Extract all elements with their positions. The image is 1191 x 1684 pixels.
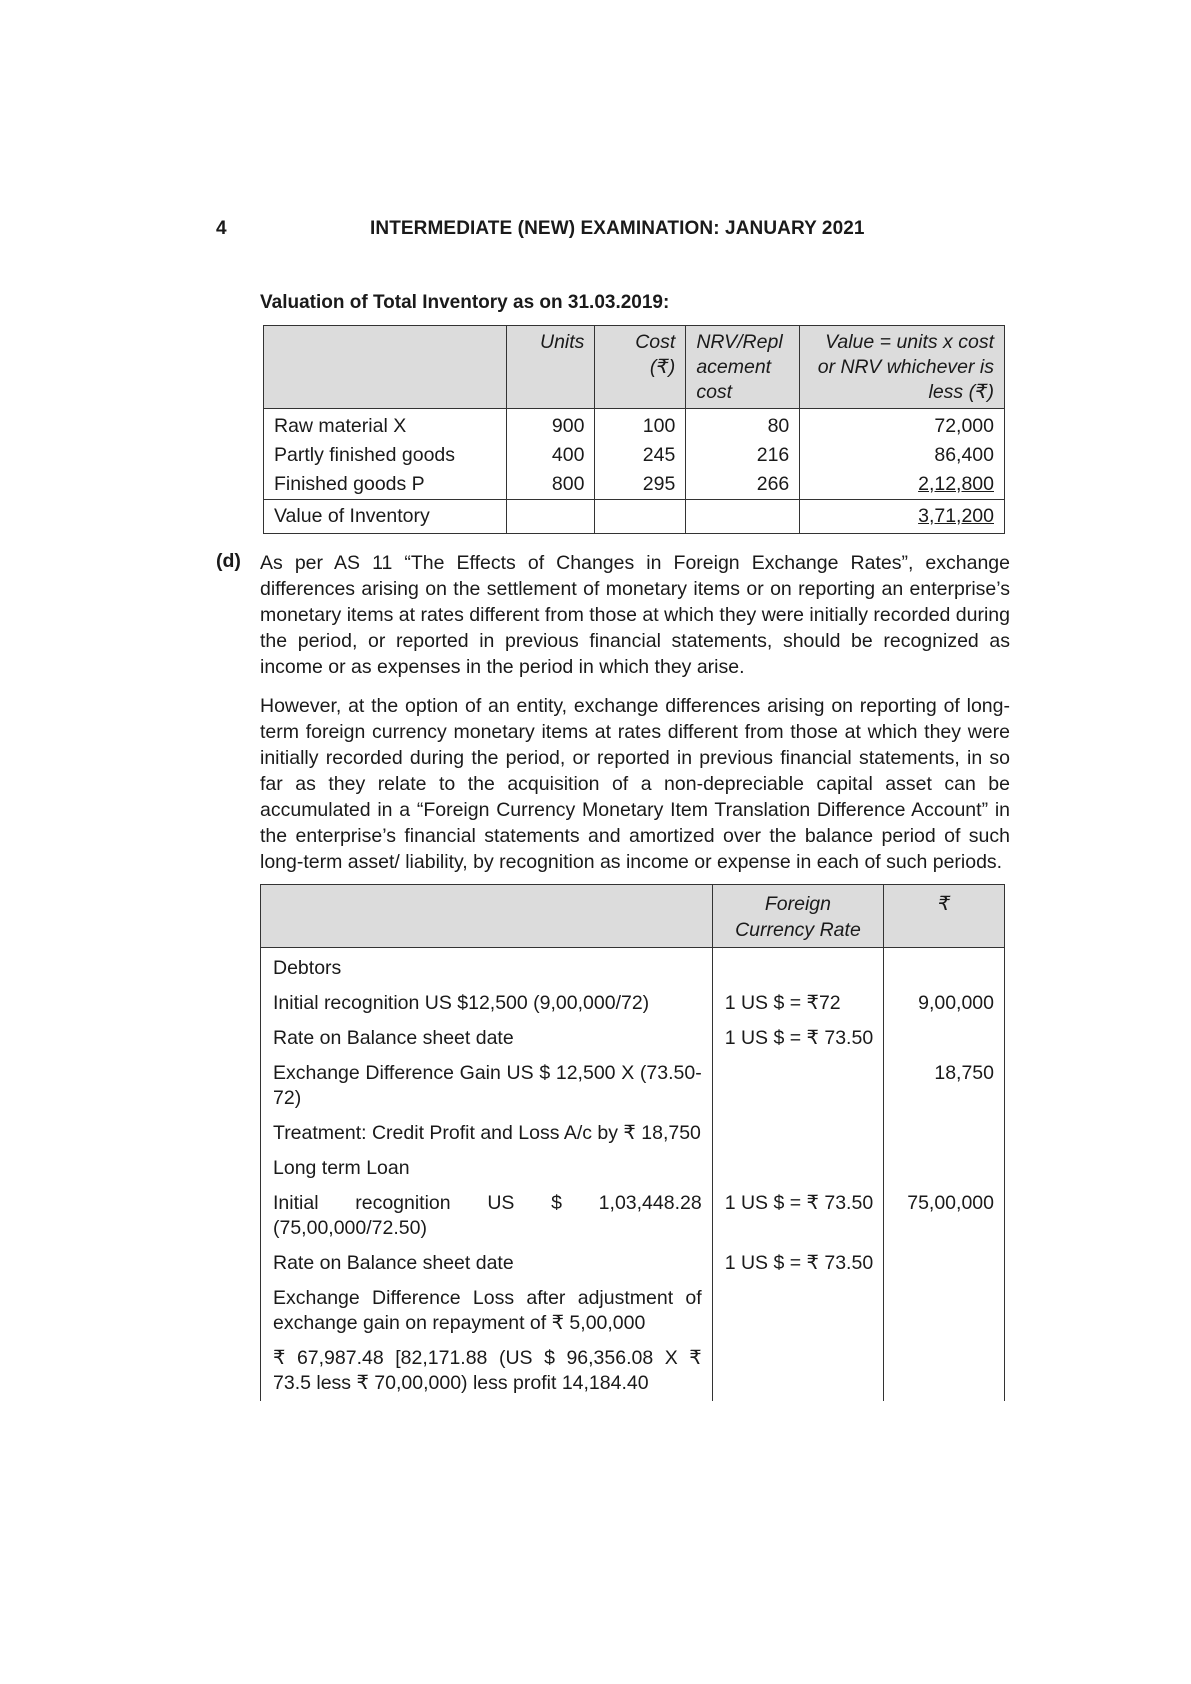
total-label: Value of Inventory — [264, 500, 507, 534]
fx-rate: 1 US $ = ₹72 — [712, 986, 883, 1021]
table-row — [261, 1021, 1005, 1056]
fx-desc: Initial recognition US $12,500 (9,00,000/72) — [261, 986, 713, 1021]
row-units: 400 — [506, 441, 595, 470]
row-nrv: 266 — [686, 470, 800, 500]
row-value: 86,400 — [800, 441, 1005, 470]
row-value: 72,000 — [800, 409, 1005, 442]
table-row — [261, 986, 1005, 1021]
fx-rate: 1 US $ = ₹ 73.50 — [712, 1186, 883, 1246]
header-value: Value = units x cost or NRV whichever is less (₹) — [800, 326, 1005, 409]
table-row — [261, 1056, 1005, 1116]
row-item: Finished goods P — [264, 470, 507, 500]
foreign-exchange-table — [260, 884, 1005, 1401]
row-value — [800, 470, 1005, 500]
table-row — [261, 1341, 1005, 1401]
page-number: 4 — [216, 218, 227, 239]
fx-desc: Debtors — [261, 948, 713, 987]
table-row — [261, 1151, 1005, 1186]
fx-desc: Rate on Balance sheet date — [261, 1021, 713, 1056]
fx-rate — [712, 1151, 883, 1186]
fx-rate: 1 US $ = ₹ 73.50 — [712, 1246, 883, 1281]
row-nrv: 80 — [686, 409, 800, 442]
section-d-paragraph-1: As per AS 11 “The Effects of Changes in Foreign Exchange Rates”, exchange differences arising on the settlement of monetary items or on reporting an enterprise’s monetary items at rates different from those at which they were initially recorded during the period, or reported in previous financial statements, should be recognized as income or as expenses in the period in which they arise. — [260, 552, 1010, 678]
fx-amount — [884, 1246, 1005, 1281]
fx-desc: Initial recognition US $ 1,03,448.28 (75,00,000/72.50) — [261, 1186, 713, 1246]
table-row — [264, 409, 1005, 442]
table-row — [264, 441, 1005, 470]
fx-rate — [712, 1341, 883, 1401]
fx-desc: Treatment: Credit Profit and Loss A/c by ₹ 18,750 — [261, 1116, 713, 1151]
header-cost: Cost (₹) — [595, 326, 686, 409]
row-units: 800 — [506, 470, 595, 500]
fx-rate — [712, 1116, 883, 1151]
row-nrv: 216 — [686, 441, 800, 470]
fx-amount — [884, 948, 1005, 987]
fx-header-row — [261, 885, 1005, 948]
row-units: 900 — [506, 409, 595, 442]
fx-desc: ₹ 67,987.48 [82,171.88 (US $ 96,356.08 X ₹ 73.5 less ₹ 70,00,000) less profit 14,184.40 — [261, 1341, 713, 1401]
fx-header-amount: ₹ — [884, 885, 1005, 948]
table-row — [261, 948, 1005, 987]
row-value-text: 2,12,800 — [918, 473, 994, 495]
row-item: Raw material X — [264, 409, 507, 442]
page-header: INTERMEDIATE (NEW) EXAMINATION: JANUARY 2021 — [370, 218, 865, 239]
fx-amount — [884, 1116, 1005, 1151]
fx-amount — [884, 1281, 1005, 1341]
total-value-text: 3,71,200 — [918, 505, 994, 527]
fx-header-rate: Foreign Currency Rate — [712, 885, 883, 948]
fx-rate — [712, 1281, 883, 1341]
row-cost: 245 — [595, 441, 686, 470]
row-cost: 100 — [595, 409, 686, 442]
total-row — [264, 500, 1005, 534]
inventory-header-row — [264, 326, 1005, 409]
table-row — [261, 1281, 1005, 1341]
table-row — [261, 1186, 1005, 1246]
section-d-label: (d) — [216, 550, 241, 572]
fx-amount — [884, 1151, 1005, 1186]
row-cost: 295 — [595, 470, 686, 500]
fx-rate: 1 US $ = ₹ 73.50 — [712, 1021, 883, 1056]
fx-rate — [712, 1056, 883, 1116]
inventory-table — [263, 325, 1005, 534]
header-item — [264, 326, 507, 409]
row-item: Partly finished goods — [264, 441, 507, 470]
fx-desc: Exchange Difference Loss after adjustment of exchange gain on repayment of ₹ 5,00,000 — [261, 1281, 713, 1341]
fx-amount: 9,00,000 — [884, 986, 1005, 1021]
fx-amount — [884, 1341, 1005, 1401]
header-nrv: NRV/Repl acement cost — [686, 326, 800, 409]
table-row — [264, 470, 1005, 500]
table-row — [261, 1116, 1005, 1151]
header-units: Units — [506, 326, 595, 409]
fx-amount: 18,750 — [884, 1056, 1005, 1116]
fx-header-desc — [261, 885, 713, 948]
fx-rate — [712, 948, 883, 987]
section-d-paragraph-2: However, at the option of an entity, exchange differences arising on reporting of long-term foreign currency monetary items at rates different from those at which they were initially recorded during the period, or reported in previous financial statements, in so far as they relate to the acquisition of a non-depreciable capital asset can be accumulated in a “Foreign Currency Monetary Item Translation Difference Account” in the enterprise’s financial statements and amortized over the balance period of such long-term asset/ liability, by recognition as income or expense in each of such periods. — [260, 695, 1010, 873]
fx-desc: Rate on Balance sheet date — [261, 1246, 713, 1281]
fx-amount: 75,00,000 — [884, 1186, 1005, 1246]
fx-amount — [884, 1021, 1005, 1056]
fx-desc: Long term Loan — [261, 1151, 713, 1186]
table-row — [261, 1246, 1005, 1281]
total-value — [800, 500, 1005, 534]
fx-desc: Exchange Difference Gain US $ 12,500 X (73.50-72) — [261, 1056, 713, 1116]
inventory-title: Valuation of Total Inventory as on 31.03.2019: — [260, 292, 670, 313]
